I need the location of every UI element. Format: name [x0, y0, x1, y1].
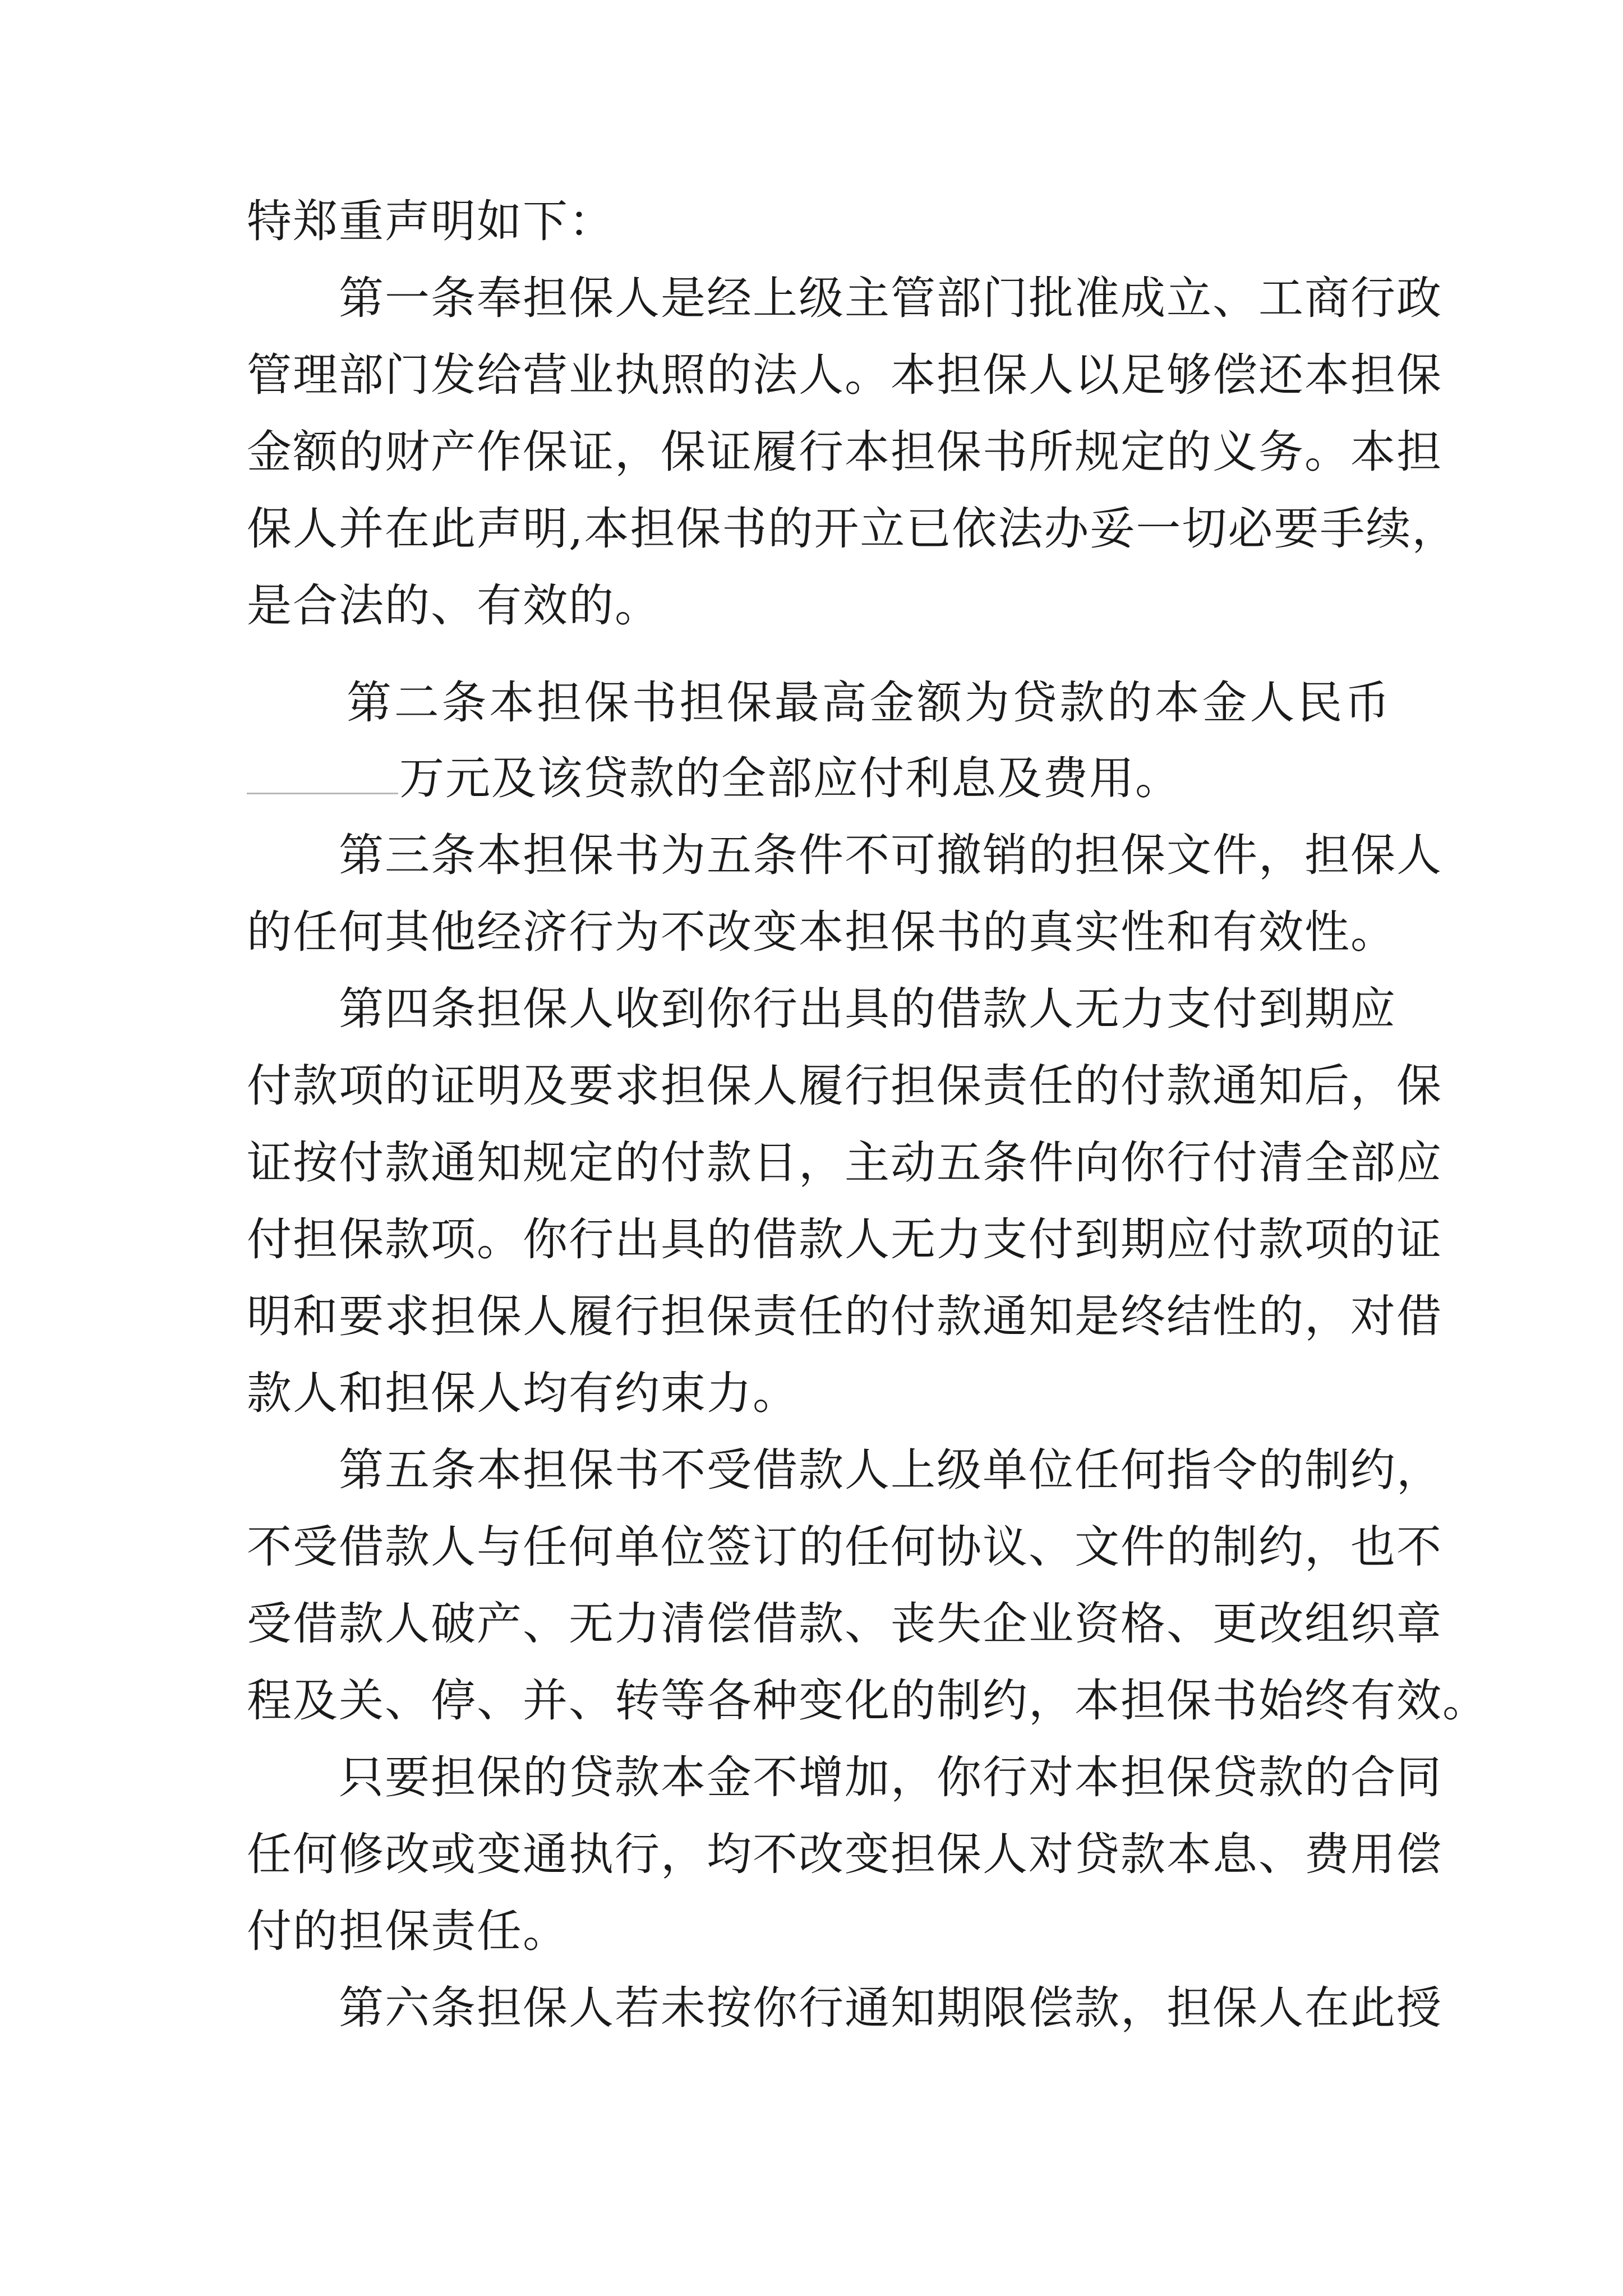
text-line-9: 第三条本担保书为五条件不可撤销的担保文件，担保人 — [339, 829, 1442, 881]
text-line-24: 第六条担保人若未按你行通知期限偿款，担保人在此授 — [339, 1982, 1442, 2034]
text-line-12: 付款项的证明及要求担保人履行担保责任的付款通知后，保 — [247, 1060, 1442, 1112]
text-line-16: 款人和担保人均有约束力。 — [247, 1367, 799, 1419]
text-line-10: 的任何其他经济行为不改变本担保书的真实性和有效性。 — [247, 906, 1396, 958]
text-line-4: 金额的财产作保证，保证履行本担保书所规定的义务。本担 — [247, 426, 1442, 478]
text-line-13: 证按付款通知规定的付款日，主动五条件向你行付清全部应 — [247, 1137, 1442, 1189]
text-line-2: 第一条奉担保人是经上级主管部门批准成立、工商行政 — [339, 272, 1442, 324]
text-line-8: 万元及该贷款的全部应付利息及费用。 — [399, 752, 1181, 804]
text-line-22: 任何修改或变通执行，均不改变担保人对贷款本息、费用偿 — [247, 1828, 1442, 1880]
text-line-7: 第二条本担保书担保最高金额为贷款的本金人民币 — [347, 677, 1391, 729]
text-line-11: 第四条担保人收到你行出具的借款人无力支付到期应 — [339, 983, 1396, 1035]
text-line-5: 保人并在此声明,本担保书的开立已依法办妥一切必要手续， — [247, 503, 1458, 555]
text-line-1: 特郑重声明如下： — [247, 195, 615, 247]
text-line-6: 是合法的、有效的。 — [247, 579, 661, 632]
text-line-20: 程及关、停、并、转等各种变化的制约，本担保书始终有效。 — [247, 1674, 1488, 1727]
text-line-15: 明和要求担保人履行担保责任的付款通知是终结性的，对借 — [247, 1290, 1442, 1342]
text-line-19: 受借款人破产、无力清偿借款、丧失企业资格、更改组织章 — [247, 1598, 1442, 1650]
amount-blank-underline — [247, 793, 398, 794]
text-line-18: 不受借款人与任何单位签订的任何协议、文件的制约，也不 — [247, 1521, 1442, 1573]
text-line-23: 付的担保责任。 — [247, 1905, 569, 1957]
text-line-14: 付担保款项。你行出具的借款人无力支付到期应付款项的证 — [247, 1213, 1442, 1266]
text-line-21: 只要担保的贷款本金不增加，你行对本担保贷款的合同 — [339, 1751, 1442, 1803]
text-line-17: 第五条本担保书不受借款人上级单位任何指令的制约， — [339, 1444, 1442, 1496]
text-line-3: 管理部门发给营业执照的法人。本担保人以足够偿还本担保 — [247, 349, 1442, 401]
